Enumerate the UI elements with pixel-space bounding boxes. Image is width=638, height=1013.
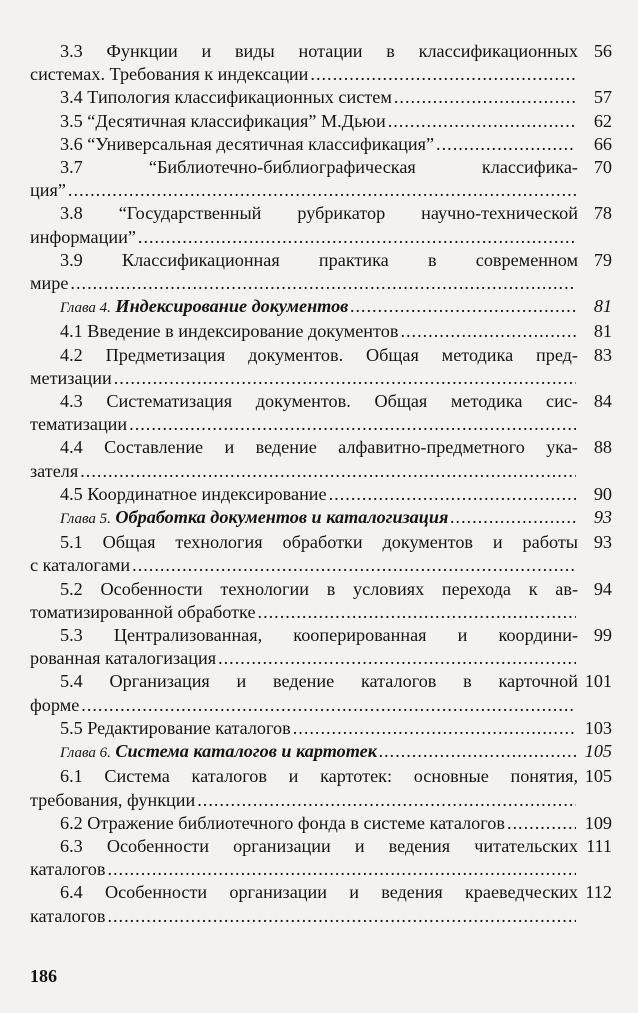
entry-title-line: 4.2 Предметизация документов. Общая методика пред- <box>60 344 578 365</box>
chapter-number: Глава 6. <box>60 745 111 762</box>
toc-entry <box>30 531 612 577</box>
page-ref: 109 <box>584 812 612 833</box>
entry-title: тематизации <box>30 414 128 435</box>
dot-leader <box>350 295 576 318</box>
page-ref: 78 <box>593 203 612 224</box>
chapter-title: Обработка документов и каталогизация <box>115 507 449 528</box>
chapter-heading <box>30 740 612 765</box>
toc-entry <box>30 86 612 109</box>
page-ref: 83 <box>593 344 612 365</box>
entry-title: с каталогами <box>30 555 131 576</box>
dot-leader <box>138 226 576 249</box>
entry-title: 4.5 Координатное индексирование <box>60 483 327 504</box>
chapter-title: Индексирование документов <box>115 296 349 317</box>
page-ref: 105 <box>584 766 612 787</box>
page-number: 186 <box>30 966 57 986</box>
toc-entry <box>30 578 612 624</box>
entry-title-line: 3.9 Классификационная практика в современном <box>60 249 578 270</box>
entry-title-line: 5.2 Особенности технологии в условиях перехода к ав- <box>60 578 578 599</box>
toc-entry <box>30 156 612 202</box>
page-ref: 93 <box>593 507 612 528</box>
toc-entry <box>30 249 612 295</box>
chapter-number: Глава 5. <box>60 511 111 528</box>
entry-title: форме <box>30 694 80 715</box>
toc-entry <box>30 670 612 716</box>
page-ref: 81 <box>593 296 612 317</box>
page-ref: 112 <box>585 882 612 903</box>
page-ref: 90 <box>593 483 612 504</box>
dot-leader <box>81 694 576 717</box>
entry-title-line: 6.4 Особенности организации и ведения краеведческих <box>60 882 578 903</box>
entry-title: каталогов <box>30 905 106 926</box>
page-ref: 111 <box>586 835 612 856</box>
page-ref: 57 <box>593 87 612 108</box>
dot-leader <box>68 179 576 202</box>
entry-title-line: 3.8 “Государственный рубрикатор научно-технической <box>60 203 578 224</box>
page-ref: 94 <box>593 578 612 599</box>
toc-entry <box>30 812 612 835</box>
entry-title: 3.5 “Десятичная классификация” М.Дьюи <box>60 110 386 131</box>
toc-entry <box>30 436 612 482</box>
dot-leader <box>329 483 576 506</box>
entry-title: мире <box>30 273 69 294</box>
dot-leader <box>107 905 576 928</box>
dot-leader <box>129 413 576 436</box>
chapter-heading <box>30 506 612 531</box>
page-ref: 66 <box>593 133 612 154</box>
toc-entry <box>30 624 612 670</box>
table-of-contents <box>30 40 612 928</box>
page-ref: 56 <box>593 41 612 61</box>
entry-title-line: 3.3 Функции и виды нотации в классификационных <box>60 41 578 61</box>
dot-leader <box>293 717 576 740</box>
entry-title-line: 5.4 Организация и ведение каталогов в карточной <box>60 671 578 692</box>
dot-leader <box>436 133 576 156</box>
entry-title: 4.1 Введение в индексирование документов <box>60 321 399 342</box>
toc-entry <box>30 717 612 740</box>
toc-entry <box>30 483 612 506</box>
dot-leader <box>507 812 576 835</box>
page-ref: 62 <box>593 110 612 131</box>
page-ref: 88 <box>593 437 612 458</box>
entry-title: 5.5 Редактирование каталогов <box>60 717 291 738</box>
entry-title: томатизированной обработке <box>30 601 256 622</box>
dot-leader <box>258 601 576 624</box>
toc-entry <box>30 390 612 436</box>
page-ref: 70 <box>593 157 612 178</box>
entry-title: требования, функции <box>30 789 196 810</box>
toc-entry <box>30 320 612 343</box>
dot-leader <box>114 367 576 390</box>
dot-leader <box>107 858 576 881</box>
entry-title: рованная каталогизация <box>30 648 217 669</box>
page-ref: 93 <box>593 532 612 553</box>
entry-title: 6.2 Отражение библиотечного фонда в системе каталогов <box>60 812 505 833</box>
dot-leader <box>70 272 576 295</box>
entry-title-line: 4.3 Систематизация документов. Общая методика сис- <box>60 391 578 412</box>
page-ref: 103 <box>584 717 612 738</box>
entry-title: системах. Требования к индексации <box>30 64 309 85</box>
entry-title: 3.4 Типология классификационных систем <box>60 87 392 108</box>
toc-entry <box>30 40 612 86</box>
toc-entry <box>30 133 612 156</box>
toc-entry <box>30 202 612 248</box>
entry-title-line: 6.1 Система каталогов и картотек: основные понятия, <box>60 766 578 787</box>
entry-title: информации” <box>30 226 136 247</box>
page-ref: 81 <box>593 321 612 342</box>
entry-title: зателя <box>30 460 79 481</box>
toc-entry <box>30 765 612 811</box>
page-ref: 101 <box>584 671 612 692</box>
toc-entry <box>30 110 612 133</box>
page-ref: 99 <box>593 625 612 646</box>
entry-title: метизации <box>30 367 112 388</box>
dot-leader <box>400 320 576 343</box>
entry-title-line: 4.4 Составление и ведение алфавитно-предметного ука- <box>60 437 578 458</box>
toc-entry <box>30 835 612 881</box>
entry-title-line: 6.3 Особенности организации и ведения читательских <box>60 835 578 856</box>
dot-leader <box>197 789 576 812</box>
chapter-heading <box>30 295 612 320</box>
page-ref: 105 <box>584 741 612 762</box>
page-ref: 79 <box>593 249 612 270</box>
chapter-number: Глава 4. <box>60 300 111 317</box>
dot-leader <box>310 63 576 86</box>
toc-entry <box>30 881 612 927</box>
entry-title: каталогов <box>30 859 106 880</box>
chapter-title: Система каталогов и картотек <box>115 741 377 762</box>
page-ref: 84 <box>593 391 612 412</box>
entry-title-line: 5.3 Централизованная, кооперированная и координи- <box>60 625 578 646</box>
dot-leader <box>218 647 576 670</box>
dot-leader <box>80 460 576 483</box>
dot-leader <box>450 506 576 529</box>
dot-leader <box>132 554 576 577</box>
entry-title-line: 5.1 Общая технология обработки документов и работы <box>60 532 578 553</box>
dot-leader <box>388 110 576 133</box>
entry-title-line: 3.7 “Библиотечно-библиографическая классифика- <box>60 157 578 178</box>
entry-title: ция” <box>30 180 66 201</box>
dot-leader <box>394 86 576 109</box>
entry-title: 3.6 “Универсальная десятичная классификация” <box>60 133 435 154</box>
dot-leader <box>379 740 576 763</box>
toc-entry <box>30 344 612 390</box>
